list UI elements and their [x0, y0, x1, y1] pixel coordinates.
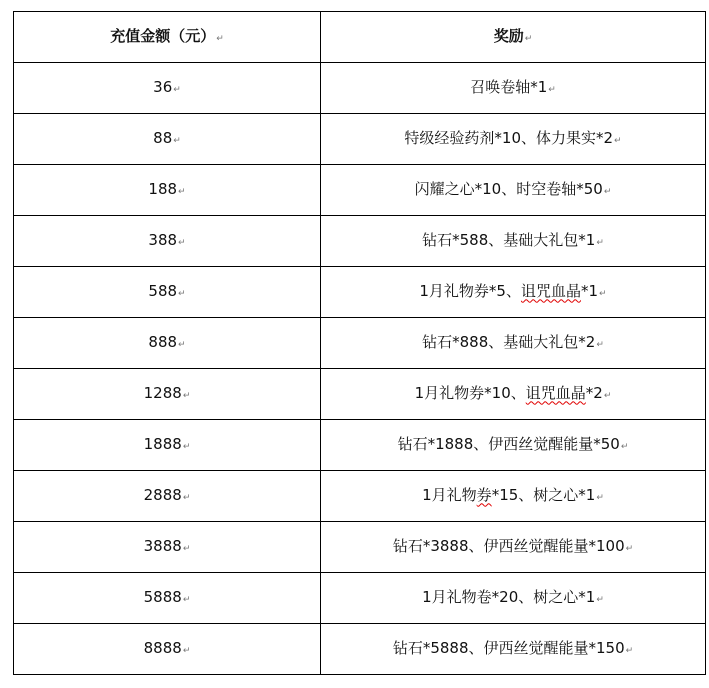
reward-cell: 1月礼物券*15、树之心*1↵ — [321, 471, 706, 522]
recharge-rewards-table — [13, 11, 706, 675]
amount-cell: 1288↵ — [14, 369, 321, 420]
reward-cell: 1月礼物券*5、诅咒血晶*1↵ — [321, 267, 706, 318]
amount-cell: 3888↵ — [14, 522, 321, 573]
reward-cell: 1月礼物卷*20、树之心*1↵ — [321, 573, 706, 624]
amount-cell: 36↵ — [14, 63, 321, 114]
table-row — [14, 216, 706, 267]
table-row — [14, 624, 706, 675]
reward-cell: 钻石*888、基础大礼包*2↵ — [321, 318, 706, 369]
spellcheck-flagged-text: 券 — [476, 485, 492, 504]
reward-cell: 召唤卷轴*1↵ — [321, 63, 706, 114]
table-row — [14, 522, 706, 573]
table-row — [14, 420, 706, 471]
table-row — [14, 471, 706, 522]
amount-cell: 5888↵ — [14, 573, 321, 624]
amount-cell: 1888↵ — [14, 420, 321, 471]
amount-cell: 88↵ — [14, 114, 321, 165]
reward-cell: 闪耀之心*10、时空卷轴*50↵ — [321, 165, 706, 216]
table-row — [14, 573, 706, 624]
reward-cell: 特级经验药剂*10、体力果实*2↵ — [321, 114, 706, 165]
table-row — [14, 63, 706, 114]
reward-cell: 钻石*588、基础大礼包*1↵ — [321, 216, 706, 267]
reward-cell: 钻石*1888、伊西丝觉醒能量*50↵ — [321, 420, 706, 471]
reward-cell: 钻石*5888、伊西丝觉醒能量*150↵ — [321, 624, 706, 675]
amount-cell: 888↵ — [14, 318, 321, 369]
amount-cell: 588↵ — [14, 267, 321, 318]
reward-cell: 钻石*3888、伊西丝觉醒能量*100↵ — [321, 522, 706, 573]
table-row — [14, 318, 706, 369]
amount-cell: 2888↵ — [14, 471, 321, 522]
header-amount: 充值金额（元）↵ — [14, 12, 321, 63]
amount-cell: 188↵ — [14, 165, 321, 216]
reward-cell: 1月礼物券*10、诅咒血晶*2↵ — [321, 369, 706, 420]
header-reward: 奖励↵ — [321, 12, 706, 63]
spellcheck-flagged-text: 诅咒血晶 — [525, 383, 586, 402]
table-row — [14, 165, 706, 216]
table-row — [14, 369, 706, 420]
table-header-row — [14, 12, 706, 63]
spellcheck-flagged-text: 诅咒血晶 — [520, 281, 581, 300]
amount-cell: 388↵ — [14, 216, 321, 267]
table-row — [14, 267, 706, 318]
amount-cell: 8888↵ — [14, 624, 321, 675]
table-row — [14, 114, 706, 165]
